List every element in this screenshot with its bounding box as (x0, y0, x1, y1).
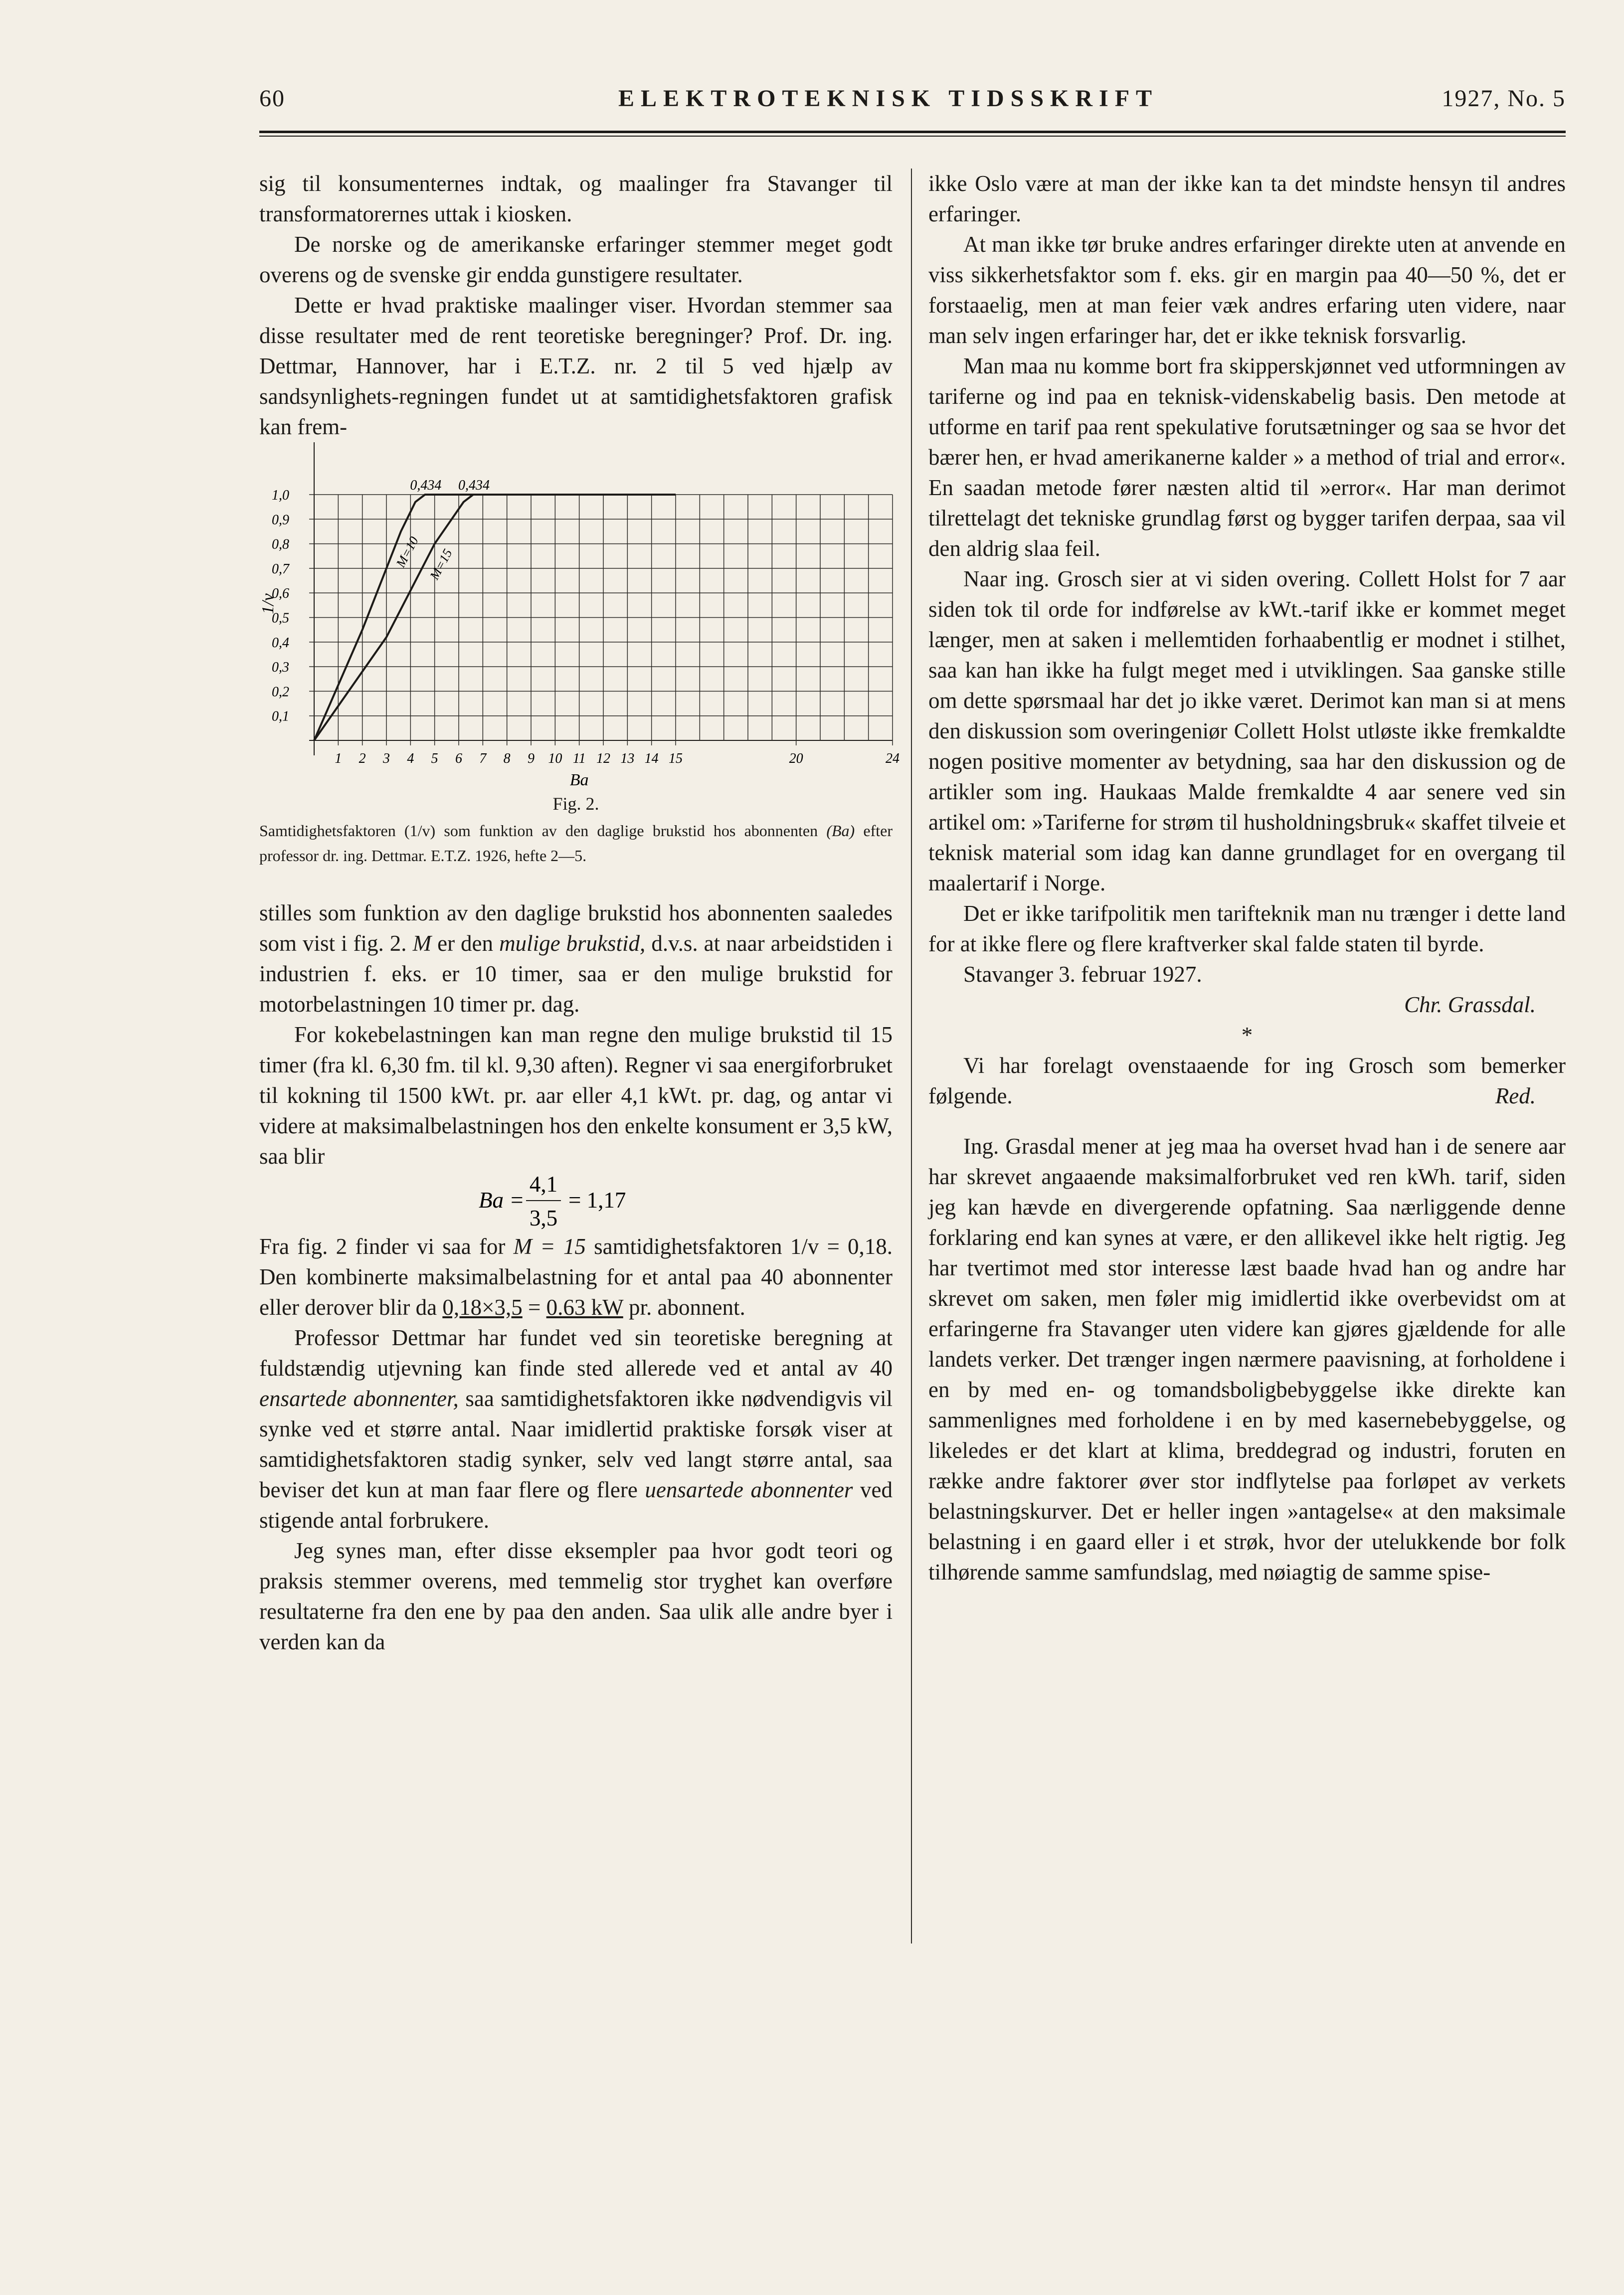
italic-run: M (412, 931, 432, 956)
caption-ba: (Ba) (826, 822, 855, 840)
left-column (259, 169, 900, 1657)
paragraph: Man maa nu komme bort fra skipperskjønnet ved utformningen av tariferne og ind paa en teknisk-videnskabelig basis. Den metode at utforme en tarif paa rent spekulative forutsætninger og saa se hvor det bærer hen, er hvad amerikanerne kalder » a method of trial and error«. En saadan metode fører næsten altid til »error«. Har man derimot tilrettelagt det tekniske grundlag først og bygger tarifen derpaa, saa vil den aldrig slaa feil. (928, 353, 1566, 561)
figure-label: Fig. 2. (552, 794, 599, 814)
x-tick-label: 6 (455, 751, 462, 766)
text-run: er den (437, 931, 494, 956)
paragraph: Det er ikke tarifpolitik men tarifteknik man nu trænger i dette land for at ikke flere og flere kraftverker skal falde staten til byrde. (928, 901, 1566, 956)
x-tick-label: 20 (789, 751, 803, 766)
x-tick-label: 13 (620, 751, 635, 766)
italic-run: mulige brukstid, (499, 931, 646, 956)
y-tick-label: 0,1 (272, 708, 289, 724)
journal-title: ELEKTROTEKNISK TIDSSKRIFT (618, 85, 1159, 112)
text-run: Fra fig. 2 finder vi saa for (259, 1234, 506, 1259)
x-tick-label: 1 (335, 751, 342, 766)
text-run: pr. abonnent. (629, 1295, 745, 1320)
result-run: 0.63 kW (546, 1295, 623, 1320)
text-run: ved stigende antal forbrukere. (259, 1477, 893, 1533)
formula-numerator: 4,1 (529, 1172, 558, 1197)
x-tick-label: 14 (644, 751, 659, 766)
x-tick-label: 7 (479, 751, 487, 766)
paragraph: sig til konsumenternes indtak, og maalinger fra Stavanger til transformatorernes uttak i kiosken. (259, 171, 893, 226)
x-tick-label: 3 (383, 751, 390, 766)
running-header (259, 85, 1566, 115)
signature: Chr. Grassdal. (1404, 992, 1536, 1017)
text-run: = (528, 1295, 541, 1320)
paragraph (259, 898, 893, 1020)
x-tick-label: 9 (528, 751, 535, 766)
y-tick-label: 0,4 (272, 635, 289, 651)
x-tick-label: 10 (548, 751, 562, 766)
right-column (928, 169, 1566, 1588)
calc-run: 0,18×3,5 (442, 1295, 523, 1320)
formula-lhs: Ba = (479, 1188, 525, 1213)
figure-caption: Fig. 2. Samtidighetsfaktoren (1/v) som funktion av den daglige brukstid hos abonnenten (Ba) efter professor dr. ing. Dettmar. E.T.Z. 1926, hefte 2—5. (259, 791, 893, 868)
paragraph: Naar ing. Grosch sier at vi siden overing. Collett Holst for 7 aar siden tok til orde for indførelse av kWt.-tarif ikke er kommet meget længer, men at saken i mellemtiden forhaabentlig er modnet i stilhet, saa kan han ikke ha fulgt meget med i utviklingen. Saa ganske stille om dette spørsmaal har det jo ikke været. Derimot kan man si at mens den diskussion som overingeniør Collett Holst utløste ikke fremkaldte nogen positive momenter av betydning, saa har den diskussion og de artikler som ing. Haukaas Malde fremkaldte 4 aar senere ved sin artikel om: »Tariferne for strøm til husholdningsbruk« skaffet tilveie et teknisk material som idag kan danne grundlaget for en overgang til maalertarif i Norge. (928, 566, 1566, 895)
x-tick-label: 11 (572, 751, 586, 766)
x-tick-label: 12 (596, 751, 610, 766)
editor-mark: Red. (1495, 1083, 1536, 1108)
figure-2-chart (259, 442, 900, 791)
caption-text: som funktion av den daglige brukstid hos abonnenten (444, 822, 818, 840)
paragraph: For kokebelastningen kan man regne den mulige brukstid til 15 timer (fra kl. 6,30 fm. til kl. 9,30 aften). Regner vi saa energiforbruket til kokning til 1500 kWt. pr. aar eller 4,1 kWt. pr. dag, og antar vi videre at maksimalbelastningen hos den enkelte konsument er 3,5 kW, saa blir (259, 1022, 893, 1169)
italic-run: uensartede abonnenter (645, 1477, 853, 1502)
page-number: 60 (259, 85, 285, 112)
text-run: samtidighetsfaktoren (594, 1234, 782, 1259)
paragraph: De norske og de amerikanske erfaringer stemmer meget godt overens og de svenske gir endda gunstigere resultater. (259, 232, 893, 287)
y-tick-label: 0,6 (272, 586, 289, 602)
italic-run: M = 15 (513, 1234, 586, 1259)
annotation: 0,434 (458, 478, 490, 493)
paragraph: At man ikke tør bruke andres erfaringer direkte uten at anvende en viss sikkerhetsfaktor som f. eks. gir en margin paa 40—50 %, det er forstaaelig, men at man feier væk andres erfaring uten videre, naar man selv ingen erfaringer har, det er ikke teknisk forsvarlig. (928, 232, 1566, 348)
y-tick-label: 0,2 (272, 684, 289, 700)
text-run: d.v.s. at naar arbeidstiden i industrien f. eks. er 10 timer, saa er den mulige brukstid for motorbelastningen 10 timer pr. dag. (259, 931, 893, 1017)
x-tick-label: 5 (431, 751, 438, 766)
x-tick-label: 4 (407, 751, 414, 766)
formula-rhs: = 1,17 (568, 1188, 626, 1213)
paragraph: Ing. Grasdal mener at jeg maa ha overset hvad han i de senere aar har skrevet angaaende maksimalforbruket ved ren kWh. tarif, siden jeg kan hævde en divergerende opfatning. Saa nærliggende denne forklaring end kan synes at være, er den allikevel ikke helt rigtig. Jeg har tvertimot med stor interesse læst baade hvad han og andre har skrevet om saken, men føler mig imidlertid ikke overbevidst om at erfaringerne fra Stavanger uten videre kan gjøres gjældende for alle landets verker. Det trænger ingen nærmere paavisning, at forholdene i en by med en- og tomandsboligbebyggelse ikke direkte kan sammenlignes med forholdene i en by med kasernebebyggelse, og likeledes er det klart at klima, breddegrad og industri, foruten en række andre faktorer øver stor indflytelse paa forløpet av verkets belastningskurver. Det er heller ingen »antagelse« at den maksimale belastning i en gaard eller i et strøk, hvor der utelukkende bor folk tilhørende samme samfundslag, med nøiagtig de samme spise- (928, 1134, 1566, 1585)
caption-text: efter professor dr. ing. Dettmar. E.T.Z. 1926, hefte 2—5. (259, 822, 893, 865)
place-date: Stavanger 3. februar 1927. (963, 962, 1202, 987)
y-tick-label: 1,0 (272, 488, 289, 503)
text-run: Professor Dettmar har fundet ved sin teoretiske beregning at fuldstændig utjevning kan finde sted allerede ved et antal av 40 (259, 1325, 893, 1381)
paragraph: Dette er hvad praktiske maalinger viser. Hvordan stemmer saa disse resultater med de rent teoretiske beregninger? Prof. Dr. ing. Dettmar, Hannover, har i E.T.Z. nr. 2 til 5 ved hjælp av sandsynlighets-regningen fundet ut at samtidighetsfaktoren grafisk kan frem- (259, 293, 893, 439)
x-axis-label: Ba (569, 771, 589, 789)
y-tick-label: 0,5 (272, 610, 289, 626)
series-label: M=10 (393, 534, 421, 570)
text-run: Vi har forelagt ovenstaaende for ing Grosch som bemerker følgende. (928, 1053, 1566, 1108)
text-run: stilles som funktion av den daglige brukstid hos abonnenten saaledes som vist i fig. 2. (259, 900, 893, 956)
inline-fraction: 1/v (790, 1234, 819, 1259)
y-tick-label: 0,7 (272, 561, 289, 577)
paragraph (259, 1323, 893, 1536)
paragraph: Jeg synes man, efter disse eksempler paa hvor godt teori og praksis stemmer overens, med temmelig stor tryghet kan overføre resultaterne fra den ene by paa den anden. Saa ulik alle andre byer i verden kan da (259, 1538, 893, 1654)
x-tick-label: 24 (886, 751, 900, 766)
formula (259, 1172, 893, 1232)
x-tick-label: 15 (669, 751, 683, 766)
text-run: saa samtidighetsfaktoren ikke nødvendigvis vil synke ved et større antal. Naar imidlertid praktiske forsøk viser at samtidighetsfaktoren stadig synker, selv ved langt større antal, saa beviser det kun at man faar flere og flere (259, 1386, 893, 1502)
y-axis-label: 1/v (259, 593, 277, 614)
x-tick-label: 2 (359, 751, 366, 766)
y-tick-label: 0,9 (272, 512, 289, 528)
header-rule (259, 131, 1566, 133)
paragraph (928, 1051, 1566, 1111)
header-rule-thin (259, 136, 1566, 137)
x-tick-label: 8 (503, 751, 511, 766)
formula-denominator: 3,5 (529, 1206, 558, 1231)
section-star: * (1241, 1023, 1253, 1048)
caption-fraction: 1/v (409, 822, 430, 840)
caption-text: Samtidighetsfaktoren (259, 822, 396, 840)
y-tick-label: 0,8 (272, 536, 289, 552)
paragraph: ikke Oslo være at man der ikke kan ta det mindste hensyn til andres erfaringer. (928, 171, 1566, 226)
annotation: 0,434 (410, 478, 442, 493)
paragraph (259, 1232, 893, 1323)
formula-svg (259, 1172, 893, 1232)
text-run: = 0,18. Den kombinerte maksimalbelastning for et antal paa 40 abonnenter eller derover blir da (259, 1234, 893, 1320)
italic-run: ensartede abonnenter, (259, 1386, 459, 1411)
y-tick-label: 0,3 (272, 660, 289, 676)
issue-number: 1927, No. 5 (1442, 85, 1566, 112)
chart-svg (259, 442, 900, 791)
series-label: M=15 (427, 546, 455, 582)
column-divider (911, 169, 912, 1943)
